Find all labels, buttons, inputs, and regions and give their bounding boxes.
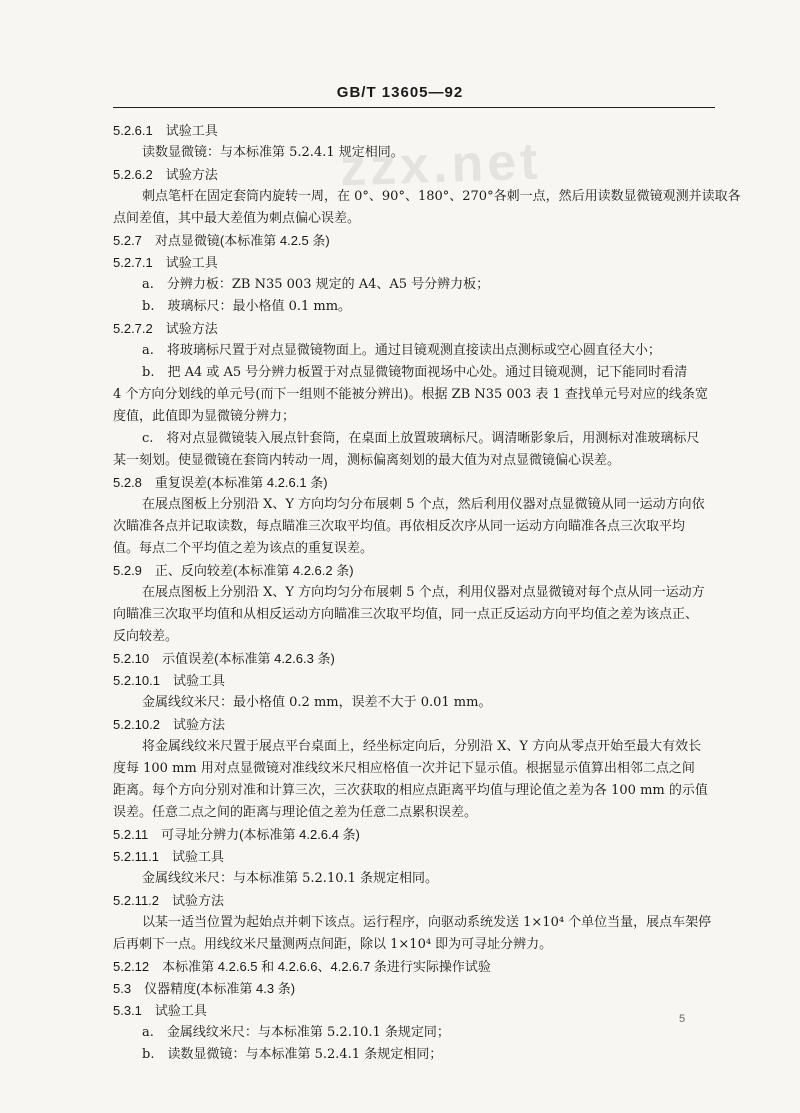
- heading-5-2-11-2: 5.2.11.2 试验方法: [113, 893, 225, 908]
- heading-5-2-12: 5.2.12 本标准第 4.2.6.5 和 4.2.6.6、4.2.6.7 条进行实际操作试验: [113, 959, 491, 974]
- text-line: 将金属线纹米尺置于展点平台桌面上，经坐标定向后，分别沿 X、Y 方向从零点开始至最大有效长: [142, 739, 702, 754]
- text-line: 刺点笔杆在固定套筒内旋转一周，在 0°、90°、180°、270°各刺一点，然后用读数显微镜观测并读取各: [142, 189, 741, 204]
- heading-5-2-6-2: 5.2.6.2 试验方法: [113, 167, 218, 182]
- text-line: 以某一适当位置为起始点并刺下该点。运行程序，向驱动系统发送 1×10⁴ 个单位当量，展点车架停: [142, 915, 712, 930]
- heading-5-2-10-1: 5.2.10.1 试验工具: [113, 673, 225, 688]
- watermark: zzx.net: [339, 132, 543, 198]
- heading-5-2-6-1: 5.2.6.1 试验工具: [113, 123, 218, 138]
- text-line: 误差。任意二点之间的距离与理论值之差为任意二点累积误差。: [113, 805, 478, 820]
- list-item-a: a. 分辨力板：ZB N35 003 规定的 A4、A5 号分辨力板；: [142, 277, 490, 292]
- text-line: 距离。每个方向分别对准和计算三次，三次获取的相应点距离平均值与理论值之差为各 100 mm 的示值: [113, 783, 708, 798]
- text-line: 后再刺下一点。用线纹米尺量测两点间距，除以 1×10⁴ 即为可寻址分辨力。: [113, 937, 553, 952]
- text-line: 点间差值，其中最大差值为刺点偏心误差。: [113, 211, 361, 226]
- text-line: 某一刻划。使显微镜在套筒内转动一周，测标偏离刻划的最大值为对点显微镜偏心误差。: [113, 453, 621, 468]
- text-line: 金属线纹米尺：最小格值 0.2 mm，误差不大于 0.01 mm。: [142, 695, 492, 710]
- list-item-b: b. 玻璃标尺：最小格值 0.1 mm。: [142, 299, 352, 314]
- heading-5-2-9: 5.2.9 正、反向较差(本标准第 4.2.6.2 条): [113, 563, 354, 578]
- text-line: 次瞄准各点并记取读数，每点瞄准三次取平均值。再依相反次序从同一运动方向瞄准各点三次取平均: [113, 519, 686, 534]
- text-line: 读数显微镜：与本标准第 5.2.4.1 规定相同。: [142, 145, 404, 160]
- heading-5-2-8: 5.2.8 重复误差(本标准第 4.2.6.1 条): [113, 475, 328, 490]
- text-line: 度每 100 mm 用对点显微镜对准线纹米尺相应格值一次并记下显示值。根据显示值算出相邻二点之间: [113, 761, 695, 776]
- list-item-a: a. 将玻璃标尺置于对点显微镜物面上。通过目镜观测直接读出点测标或空心圆直径大小；: [142, 343, 661, 358]
- list-item-b: b. 读数显微镜：与本标准第 5.2.4.1 条规定相同；: [142, 1047, 443, 1062]
- list-item-a: a. 金属线纹米尺：与本标准第 5.2.10.1 条规定同；: [142, 1025, 450, 1040]
- list-item-c: c. 将对点显微镜装入展点针套筒，在桌面上放置玻璃标尺。调清晰影象后，用测标对准玻璃标尺: [142, 431, 700, 446]
- heading-5-2-10: 5.2.10 示值误差(本标准第 4.2.6.3 条): [113, 651, 335, 666]
- text-line: 度值，此值即为显微镜分辨力；: [113, 409, 296, 424]
- heading-5-2-7-1: 5.2.7.1 试验工具: [113, 255, 218, 270]
- text-line: 在展点图板上分别沿 X、Y 方向均匀分布展刺 5 个点，然后利用仪器对点显微镜从同一运动方向依: [142, 497, 705, 512]
- heading-5-2-11-1: 5.2.11.1 试验工具: [113, 849, 225, 864]
- heading-5-3-1: 5.3.1 试验工具: [113, 1003, 207, 1018]
- text-line: 4 个方向分划线的单元号(而下一组则不能被分辨出)。根据 ZB N35 003 表 1 查找单元号对应的线条宽: [113, 387, 708, 402]
- heading-5-3: 5.3 仪器精度(本标准第 4.3 条): [113, 981, 296, 996]
- header-rule: [113, 107, 715, 108]
- text-line: 金属线纹米尺：与本标准第 5.2.10.1 条规定相同。: [142, 871, 439, 886]
- text-line: 值。每点二个平均值之差为该点的重复误差。: [113, 541, 374, 556]
- heading-5-2-7-2: 5.2.7.2 试验方法: [113, 321, 218, 336]
- text-line: 向瞄准三次取平均值和从相反运动方向瞄准三次取平均值，同一点正反运动方向平均值之差为该点正、: [113, 607, 699, 622]
- heading-5-2-7: 5.2.7 对点显微镜(本标准第 4.2.5 条): [113, 233, 330, 248]
- heading-5-2-11: 5.2.11 可寻址分辨力(本标准第 4.2.6.4 条): [113, 827, 360, 842]
- standard-code-header: GB/T 13605—92: [336, 84, 464, 101]
- list-item-b: b. 把 A4 或 A5 号分辨力板置于对点显微镜物面视场中心处。通过目镜观测，记下能同时看清: [142, 365, 688, 380]
- page-number: 5: [679, 1013, 686, 1025]
- heading-5-2-10-2: 5.2.10.2 试验方法: [113, 717, 225, 732]
- text-line: 反向较差。: [113, 629, 179, 644]
- text-line: 在展点图板上分别沿 X、Y 方向均匀分布展刺 5 个点，利用仪器对点显微镜对每个点从同一运动方: [142, 585, 705, 600]
